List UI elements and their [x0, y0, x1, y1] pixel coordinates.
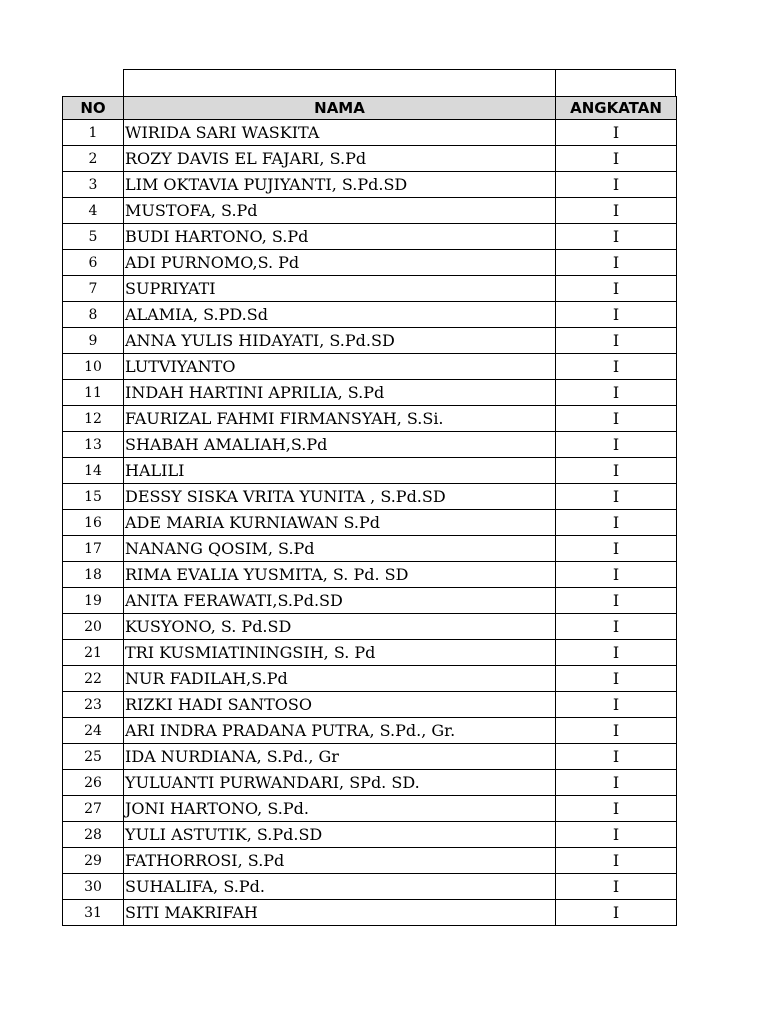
table-row — [63, 874, 677, 900]
cell-angkatan: I — [556, 692, 677, 718]
cell-nama: DESSY SISKA VRITA YUNITA , S.Pd.SD — [124, 484, 556, 510]
cell-nama: ANITA FERAWATI,S.Pd.SD — [124, 588, 556, 614]
cell-angkatan: I — [556, 276, 677, 302]
cell-nama: SHABAH AMALIAH,S.Pd — [124, 432, 556, 458]
table-row — [63, 484, 677, 510]
table-row — [63, 406, 677, 432]
table-row — [63, 640, 677, 666]
table-row — [63, 250, 677, 276]
cell-no: 28 — [63, 822, 124, 848]
cell-no: 9 — [63, 328, 124, 354]
cell-no: 27 — [63, 796, 124, 822]
cell-no: 6 — [63, 250, 124, 276]
cell-nama: YULI ASTUTIK, S.Pd.SD — [124, 822, 556, 848]
cell-angkatan: I — [556, 614, 677, 640]
table-row — [63, 692, 677, 718]
cell-angkatan: I — [556, 406, 677, 432]
table-row — [63, 328, 677, 354]
blank-cell-angkatan — [556, 70, 675, 97]
table-row — [63, 172, 677, 198]
table-row — [63, 510, 677, 536]
cell-nama: SUHALIFA, S.Pd. — [124, 874, 556, 900]
cell-nama: YULUANTI PURWANDARI, SPd. SD. — [124, 770, 556, 796]
cell-angkatan: I — [556, 432, 677, 458]
cell-angkatan: I — [556, 250, 677, 276]
cell-no: 2 — [63, 146, 124, 172]
table-row — [63, 796, 677, 822]
cell-no: 23 — [63, 692, 124, 718]
cell-angkatan: I — [556, 224, 677, 250]
cell-no: 31 — [63, 900, 124, 926]
cell-no: 3 — [63, 172, 124, 198]
table-row — [63, 614, 677, 640]
cell-nama: WIRIDA SARI WASKITA — [124, 120, 556, 146]
cell-no: 26 — [63, 770, 124, 796]
cell-nama: JONI HARTONO, S.Pd. — [124, 796, 556, 822]
cell-nama: HALILI — [124, 458, 556, 484]
cell-no: 21 — [63, 640, 124, 666]
cell-angkatan: I — [556, 822, 677, 848]
cell-angkatan: I — [556, 146, 677, 172]
cell-nama: BUDI HARTONO, S.Pd — [124, 224, 556, 250]
cell-nama: MUSTOFA, S.Pd — [124, 198, 556, 224]
cell-angkatan: I — [556, 510, 677, 536]
cell-nama: FATHORROSI, S.Pd — [124, 848, 556, 874]
cell-angkatan: I — [556, 328, 677, 354]
cell-nama: FAURIZAL FAHMI FIRMANSYAH, S.Si. — [124, 406, 556, 432]
cell-angkatan: I — [556, 848, 677, 874]
cell-nama: ARI INDRA PRADANA PUTRA, S.Pd., Gr. — [124, 718, 556, 744]
table-row — [63, 666, 677, 692]
table-row — [63, 848, 677, 874]
table-row — [63, 900, 677, 926]
table-body — [63, 120, 677, 926]
cell-angkatan: I — [556, 744, 677, 770]
cell-nama: NUR FADILAH,S.Pd — [124, 666, 556, 692]
cell-angkatan: I — [556, 484, 677, 510]
cell-nama: SITI MAKRIFAH — [124, 900, 556, 926]
cell-no: 22 — [63, 666, 124, 692]
cell-no: 25 — [63, 744, 124, 770]
table-row — [63, 562, 677, 588]
cell-no: 5 — [63, 224, 124, 250]
table-row — [63, 120, 677, 146]
cell-no: 29 — [63, 848, 124, 874]
cell-no: 12 — [63, 406, 124, 432]
table-row — [63, 744, 677, 770]
cell-nama: KUSYONO, S. Pd.SD — [124, 614, 556, 640]
cell-no: 19 — [63, 588, 124, 614]
cell-angkatan: I — [556, 302, 677, 328]
cell-no: 10 — [63, 354, 124, 380]
table-row — [63, 458, 677, 484]
cell-no: 1 — [63, 120, 124, 146]
cell-no: 14 — [63, 458, 124, 484]
cell-angkatan: I — [556, 354, 677, 380]
header-angkatan: ANGKATAN — [556, 97, 677, 120]
cell-nama: ADI PURNOMO,S. Pd — [124, 250, 556, 276]
cell-angkatan: I — [556, 120, 677, 146]
cell-nama: ROZY DAVIS EL FAJARI, S.Pd — [124, 146, 556, 172]
table-row — [63, 718, 677, 744]
table-row — [63, 380, 677, 406]
table-row — [63, 146, 677, 172]
table-row — [63, 198, 677, 224]
cell-nama: LIM OKTAVIA PUJIYANTI, S.Pd.SD — [124, 172, 556, 198]
cell-angkatan: I — [556, 874, 677, 900]
cell-angkatan: I — [556, 666, 677, 692]
cell-nama: INDAH HARTINI APRILIA, S.Pd — [124, 380, 556, 406]
cell-nama: IDA NURDIANA, S.Pd., Gr — [124, 744, 556, 770]
header-nama: NAMA — [124, 97, 556, 120]
cell-nama: ANNA YULIS HIDAYATI, S.Pd.SD — [124, 328, 556, 354]
table-row — [63, 822, 677, 848]
table-row — [63, 432, 677, 458]
cell-nama: SUPRIYATI — [124, 276, 556, 302]
table-row — [63, 588, 677, 614]
cell-nama: RIMA EVALIA YUSMITA, S. Pd. SD — [124, 562, 556, 588]
cell-nama: TRI KUSMIATININGSIH, S. Pd — [124, 640, 556, 666]
table-row — [63, 536, 677, 562]
cell-angkatan: I — [556, 458, 677, 484]
cell-no: 20 — [63, 614, 124, 640]
cell-angkatan: I — [556, 770, 677, 796]
cell-angkatan: I — [556, 380, 677, 406]
cell-angkatan: I — [556, 640, 677, 666]
cell-no: 15 — [63, 484, 124, 510]
cell-no: 11 — [63, 380, 124, 406]
cell-nama: ADE MARIA KURNIAWAN S.Pd — [124, 510, 556, 536]
table-row — [63, 302, 677, 328]
cell-angkatan: I — [556, 172, 677, 198]
cell-no: 4 — [63, 198, 124, 224]
table-row — [63, 770, 677, 796]
table-row — [63, 224, 677, 250]
table-row — [63, 276, 677, 302]
blank-cell-nama — [124, 70, 556, 97]
table-top-blank-row — [123, 69, 676, 97]
cell-nama: NANANG QOSIM, S.Pd — [124, 536, 556, 562]
cell-angkatan: I — [556, 588, 677, 614]
cell-no: 16 — [63, 510, 124, 536]
cell-angkatan: I — [556, 198, 677, 224]
cell-nama: LUTVIYANTO — [124, 354, 556, 380]
cell-no: 24 — [63, 718, 124, 744]
cell-nama: RIZKI HADI SANTOSO — [124, 692, 556, 718]
cell-angkatan: I — [556, 796, 677, 822]
table-header-row — [63, 97, 677, 120]
cell-no: 8 — [63, 302, 124, 328]
cell-no: 30 — [63, 874, 124, 900]
cell-nama: ALAMIA, S.PD.Sd — [124, 302, 556, 328]
roster-table — [62, 96, 677, 926]
cell-no: 17 — [63, 536, 124, 562]
cell-angkatan: I — [556, 536, 677, 562]
cell-no: 18 — [63, 562, 124, 588]
cell-angkatan: I — [556, 718, 677, 744]
cell-no: 7 — [63, 276, 124, 302]
header-no: NO — [63, 97, 124, 120]
table-row — [63, 354, 677, 380]
cell-angkatan: I — [556, 900, 677, 926]
cell-angkatan: I — [556, 562, 677, 588]
cell-no: 13 — [63, 432, 124, 458]
